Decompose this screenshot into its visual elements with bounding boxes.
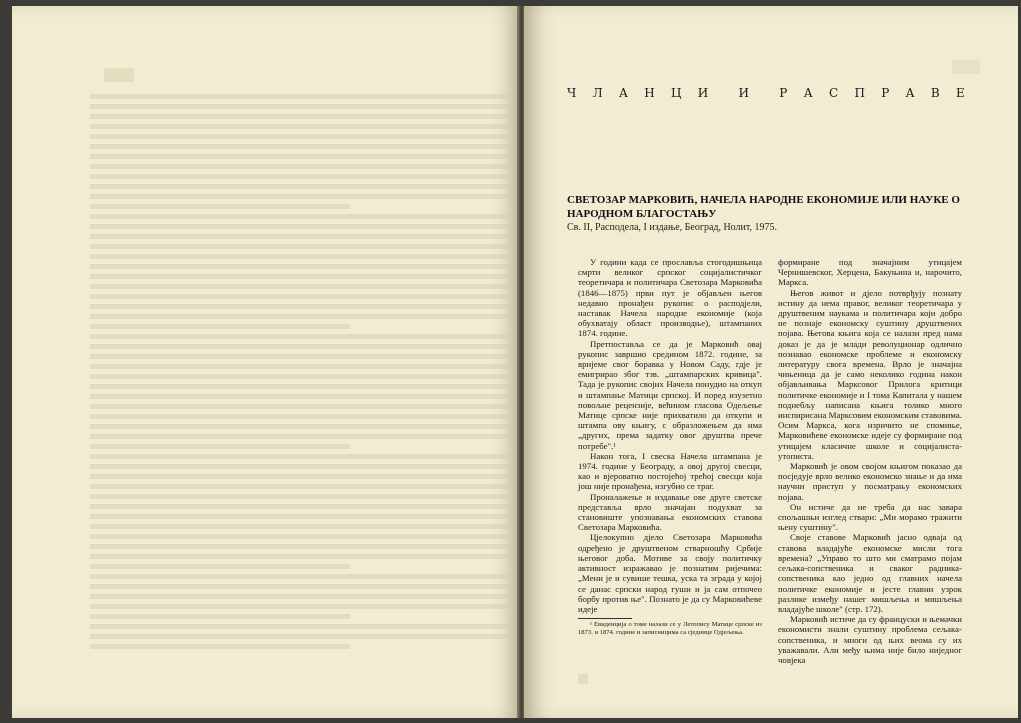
running-head-letter: А	[905, 86, 915, 100]
paragraph: У години када се прославља стогодишњица смрти великог српског социјалистичког теоретичара и политичара Светозара Марковића (1846—1875) први пут је објављен његов недавно пронађен рукопис о расподјели, наставак Начела народне економије (која обухватају област производње), штампаних 1874. године.	[578, 257, 762, 339]
running-head-letter: Р	[779, 86, 788, 100]
paragraph: Своје ставове Марковић јасно одваја од ставова владајуће економске мисли тога времена? „Управо то што ми сматрамо појам сељака-сопственика и сваког радника-сопственика као једно од главних начела политичке економије и јесте главни узрок разлике између нашег мишљења и мишљења владајуће школе" (стр. 172).	[778, 532, 962, 614]
paragraph: Он истиче да не треба да нас завара спољашњи изглед ствари: „Ми морамо тражити њену суштину".	[778, 501, 962, 533]
running-head-letter: В	[930, 86, 940, 100]
footnote-divider	[578, 618, 632, 619]
running-head-letter: Р	[881, 86, 890, 100]
running-head-letter: П	[854, 86, 865, 100]
left-page-blank	[12, 6, 521, 718]
running-head-letter: Ц	[670, 86, 682, 100]
show-through-page-number-right	[952, 60, 980, 74]
paragraph: Проналажење и издавање ове друге светске представља врло значајан подухват за становиште упознавања економских ставова Светозара Марковића.	[578, 491, 762, 533]
show-through-mark	[578, 674, 588, 684]
running-head-letter: И	[738, 86, 749, 100]
running-head-letter: Н	[644, 86, 655, 100]
paragraph: Претпоставља се да је Марковић овај рукопис завршио средином 1872. године, за вријеме свог боравка у Новом Саду, гдје је емигрирао због тзв. „штампарских кривица". Тада је рукопис својих Начела понудио на откуп и штампање Матици српској. И поред изузетно повољне рецензије, већином гласова Одељење Матице српске није прихватило да откупи и штампа ову књигу, с образложењем да има „других, према задатку овог друштва прече потребе".¹	[578, 338, 762, 451]
text-column-right	[778, 257, 962, 665]
running-head-letter: А	[803, 86, 813, 100]
show-through-text	[90, 94, 510, 654]
paragraph: Марковић истиче да су француски и њемачки економисти знали суштину проблема сељака-сопственика, и многи од њих веома су их уважавали. Али међу њима није било ниједног човјека	[778, 614, 962, 665]
paragraph: Након тога, I свеска Начела штампана је 1974. године у Београду, а овој другој свесци, као и вјероватно постојећој трећој свесци која још није пронађена, изгубио се траг.	[578, 450, 762, 492]
running-head-letter: Ч	[567, 86, 577, 100]
running-head-letter: С	[828, 86, 839, 100]
paragraph: Марковић је овом својом књигом показао да посједује врло велико економско знање и да има научни приступ у посматрању економских појава.	[778, 461, 962, 502]
running-head	[567, 86, 965, 100]
running-head-letter: И	[697, 86, 709, 100]
text-column-left	[578, 257, 762, 636]
paragraph: Његов живот и дјело потврђују познату истину да нема правог, великог теоретичара у друштвеним наукама и политичара који добро не познаје економску суштину друштвених појава. Његова књига која се налази пред нама доказ је да је млади револуционар одлично познавао економске проблеме и економску литературу свога времена. Врло је значајна чињеница да је само неколико година након објављивања Марксовог Прилога критици политичке економије и I тома Капитала у нашем поднебљу написана књига толико много инспирисана Марксовим економским ставовима. Осим Маркса, кога изричито не спомиње, Марковићеве економске идеје су формиране под утицајем класичне школе и социјалиста-утописта.	[778, 287, 962, 461]
paragraph: Цјелокупно дјело Светозара Марковића одређено је друштвеном стварношћу Србије његовог доба. Мотиве за своју политичку активност изражавао је познатим ријечима: „Мени је и сувише тешка, уска та зграда у којој се данас српски народ гуши и ја сам отпочео борбу против ње". Познато је да су Марковићеве идеје	[578, 532, 762, 614]
publication-source: Св. II, Расподела, I издање, Београд, Нолит, 1975.	[567, 222, 778, 233]
running-head-letter: А	[618, 86, 628, 100]
show-through-page-number	[104, 68, 134, 82]
running-head-letter: Л	[592, 86, 603, 100]
article-title: СВЕТОЗАР МАРКОВИЋ, НАЧЕЛА НАРОДНЕ ЕКОНОМИЈЕ ИЛИ НАУКЕ О НАРОДНОМ БЛАГОСТАЊУ	[567, 194, 960, 220]
paragraph: формиране под значајним утицајем Чернишевског, Херцена, Бакуњина и, нарочито, Маркса.	[778, 257, 962, 288]
running-head-letter: Е	[956, 86, 965, 100]
footnote: ¹ Евиденција о томе налази се у Летопису Матице српске из 1873. и 1874. године и записницима са сједнице Одјељења.	[578, 621, 762, 636]
